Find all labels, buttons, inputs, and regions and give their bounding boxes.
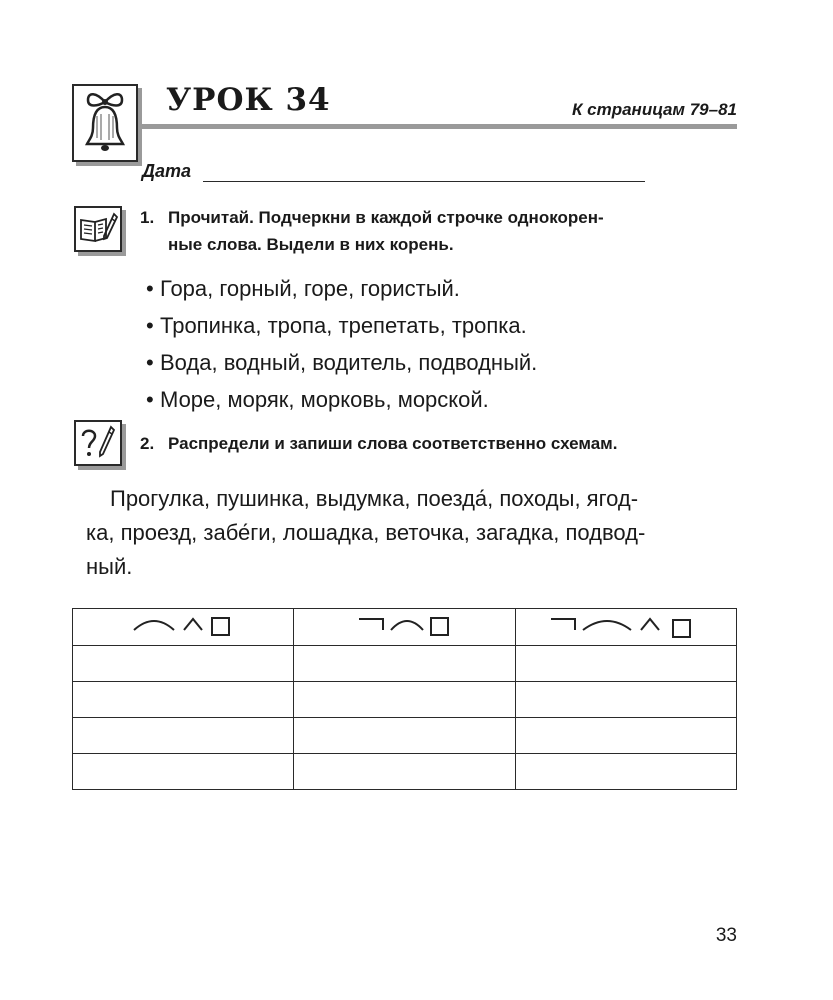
task1-line1: Прочитай. Подчеркни в каждой строчке однокорен- [168, 208, 604, 227]
answer-cell[interactable] [73, 754, 294, 790]
task1-word-rows [146, 270, 537, 418]
bullet: • [146, 350, 154, 375]
lesson-title: УРОК 34 [166, 82, 331, 118]
answer-cell[interactable] [515, 646, 736, 682]
bullet: • [146, 276, 154, 301]
table-row [73, 754, 737, 790]
scheme-prefix-root-suffix-ending-icon [541, 610, 711, 640]
task2-icon-box [74, 420, 122, 466]
answer-cell[interactable] [294, 718, 515, 754]
scheme-prefix-root-suffix-ending [515, 609, 736, 646]
page-number: 33 [715, 925, 737, 946]
task1-instructions [140, 204, 740, 258]
word-row [146, 270, 537, 307]
task1-number: 1. [140, 208, 155, 227]
word-row [146, 381, 537, 418]
word-row [146, 307, 537, 344]
pages-reference: К страницам 79–81 [571, 100, 737, 119]
task2-text: Распредели и запиши слова соответственно схемам. [168, 434, 618, 453]
scheme-header-row [73, 609, 737, 646]
scheme-root-suffix-ending-icon [118, 610, 248, 640]
task2-instructions [140, 434, 617, 454]
scheme-root-suffix-ending [73, 609, 294, 646]
table-row [73, 682, 737, 718]
task1-line2: ные слова. Выдели в них корень. [168, 235, 454, 254]
task1-icon-box [74, 206, 122, 252]
scheme-prefix-root-ending-icon [339, 610, 469, 640]
date-label: Дата [142, 161, 192, 181]
answer-cell[interactable] [515, 718, 736, 754]
question-pen-icon [76, 422, 120, 464]
word-list-line: Прогулка, пушинка, выдумка, поезда́, походы, ягод- [110, 486, 639, 511]
date-line[interactable] [203, 181, 645, 182]
word-row-text: Море, моряк, морковь, морской. [160, 387, 489, 412]
answer-cell[interactable] [515, 754, 736, 790]
answer-cell[interactable] [515, 682, 736, 718]
bell-icon-box [72, 84, 138, 162]
answer-cell[interactable] [73, 718, 294, 754]
bullet: • [146, 313, 154, 338]
task2-number: 2. [140, 434, 155, 453]
word-row [146, 344, 537, 381]
scheme-table [72, 608, 737, 790]
answer-cell[interactable] [294, 754, 515, 790]
word-list-line: ный. [86, 554, 133, 579]
bell-icon [74, 86, 136, 160]
table-row [73, 718, 737, 754]
header-rule [140, 124, 737, 129]
answer-cell[interactable] [73, 682, 294, 718]
scheme-prefix-root-ending [294, 609, 515, 646]
answer-cell[interactable] [73, 646, 294, 682]
table-row [73, 646, 737, 682]
word-list-line: ка, проезд, забе́ги, лошадка, веточка, загадка, подвод- [86, 520, 646, 545]
task2-word-list [86, 482, 738, 584]
word-row-text: Тропинка, тропа, трепетать, тропка. [160, 313, 527, 338]
word-row-text: Вода, водный, водитель, подводный. [160, 350, 538, 375]
word-row-text: Гора, горный, горе, гористый. [160, 276, 460, 301]
bullet: • [146, 387, 154, 412]
answer-cell[interactable] [294, 646, 515, 682]
answer-cell[interactable] [294, 682, 515, 718]
book-pen-icon [76, 208, 120, 250]
